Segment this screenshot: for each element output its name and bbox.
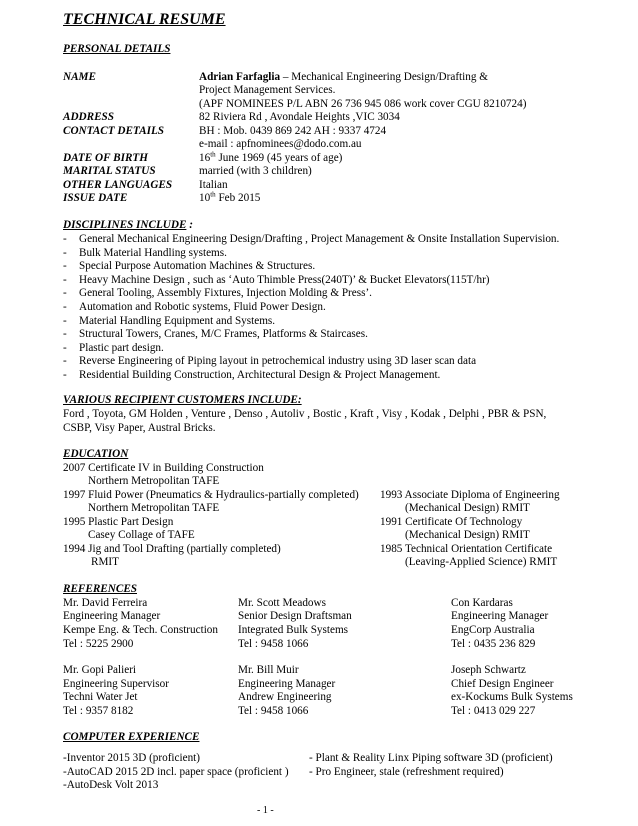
dob-day: 16: [199, 152, 211, 164]
marital-value: married (with 3 children): [199, 165, 312, 177]
reference-company: Integrated Bulk Systems: [238, 624, 348, 636]
issue-sup: th: [210, 190, 216, 199]
references-heading: REFERENCES: [63, 583, 137, 595]
reference-title: Engineering Manager: [451, 610, 549, 622]
contact-label: CONTACT DETAILS: [63, 125, 165, 137]
computer-skill: -AutoDesk Volt 2013: [63, 779, 159, 791]
page-title: TECHNICAL RESUME: [63, 11, 226, 28]
name-line-1-rest: – Mechanical Engineering Design/Drafting &: [280, 71, 488, 83]
dob-label: DATE OF BIRTH: [63, 152, 148, 164]
page-number: - 1 -: [257, 805, 274, 816]
customers-line-2: CSBP, Visy Paper, Austral Bricks.: [63, 422, 216, 434]
list-item: - General Mechanical Engineering Design/Drafting , Project Management & Onsite Installation Supervision.: [63, 233, 560, 245]
disciplines-heading: DISCIPLINES INCLUDE: [63, 219, 187, 231]
reference-title: Chief Design Engineer: [451, 678, 554, 690]
computer-skill: - Pro Engineer, stale (refreshment required): [309, 766, 504, 778]
education-item-institution: (Leaving-Applied Science) RMIT: [405, 556, 558, 568]
education-item: 1991 Certificate Of Technology: [380, 516, 523, 528]
personal-details-heading: PERSONAL DETAILS: [63, 43, 171, 55]
disciplines-heading-line: [63, 219, 193, 232]
computer-skill: - Plant & Reality Linx Piping software 3D (proficient): [309, 752, 553, 764]
list-item: - Heavy Machine Design , such as ‘Auto Thimble Press(240T)’ & Bucket Elevators(115T/hr): [63, 273, 490, 286]
name-label: NAME: [63, 71, 96, 83]
reference-name: Mr. Gopi Palieri: [63, 664, 137, 676]
dob-value: [199, 152, 342, 165]
issue-rest: Feb 2015: [215, 192, 261, 204]
reference-phone: Tel : 5225 2900: [63, 638, 134, 650]
education-item-institution: (Mechanical Design) RMIT: [405, 529, 530, 541]
reference-phone: Tel : 0413 029 227: [451, 705, 536, 717]
list-item: - Plastic part design.: [63, 341, 164, 354]
reference-name: Mr. Bill Muir: [238, 664, 299, 676]
education-item-institution: Northern Metropolitan TAFE: [88, 502, 220, 514]
list-item: - Material Handling Equipment and Systems.: [63, 314, 276, 327]
marital-label: MARITAL STATUS: [63, 165, 156, 177]
computer-skill: -Inventor 2015 3D (proficient): [63, 752, 201, 764]
contact-email: e-mail : apfnominees@dodo.com.au: [199, 138, 362, 150]
issue-day: 10: [199, 192, 211, 204]
reference-company: Kempe Eng. & Tech. Construction: [63, 624, 218, 636]
education-item: 1997 Fluid Power (Pneumatics & Hydraulics-partially completed): [63, 489, 359, 501]
education-item: 1994 Jig and Tool Drafting (partially completed): [63, 543, 281, 555]
computer-skill: -AutoCAD 2015 2D incl. paper space (proficient ): [63, 766, 289, 778]
reference-company: EngCorp Australia: [451, 624, 535, 636]
list-item: - Special Purpose Automation Machines & Structures.: [63, 260, 316, 273]
reference-name: Joseph Schwartz: [451, 664, 526, 676]
reference-title: Engineering Manager: [63, 610, 161, 622]
education-item: 1993 Associate Diploma of Engineering: [380, 489, 560, 501]
reference-name: Mr. David Ferreira: [63, 597, 148, 609]
contact-phones: BH : Mob. 0439 869 242 AH : 9337 4724: [199, 125, 387, 137]
list-item: - Reverse Engineering of Piping layout in petrochemical industry using 3D laser scan data: [63, 355, 477, 368]
customers-line-1: Ford , Toyota, GM Holden , Venture , Denso , Autoliv , Bostic , Kraft , Visy , Kodak , Delphi , PBR & PSN,: [63, 408, 547, 420]
education-item-institution: (Mechanical Design) RMIT: [405, 502, 530, 514]
reference-phone: Tel : 0435 236 829: [451, 638, 536, 650]
reference-name: Mr. Scott Meadows: [238, 597, 326, 609]
reference-title: Engineering Supervisor: [63, 678, 169, 690]
issue-date-label: ISSUE DATE: [63, 192, 128, 204]
education-item: 1995 Plastic Part Design: [63, 516, 174, 528]
computer-experience-heading: COMPUTER EXPERIENCE: [63, 731, 200, 743]
reference-company: ex-Kockums Bulk Systems: [451, 691, 573, 703]
reference-phone: Tel : 9458 1066: [238, 638, 309, 650]
reference-company: Techni Water Jet: [63, 691, 138, 703]
name-line-2: Project Management Services.: [199, 84, 336, 96]
disciplines-list: [63, 233, 623, 383]
list-item: - Automation and Robotic systems, Fluid Power Design.: [63, 300, 326, 313]
list-item: - Bulk Material Handling systems.: [63, 246, 227, 259]
address-value: 82 Riviera Rd , Avondale Heights ,VIC 3034: [199, 111, 400, 123]
education-item: 2007 Certificate IV in Building Construction: [63, 462, 264, 474]
reference-title: Engineering Manager: [238, 678, 336, 690]
customers-heading: VARIOUS RECIPIENT CUSTOMERS INCLUDE:: [63, 394, 302, 406]
education-item: 1985 Technical Orientation Certificate: [380, 543, 553, 555]
education-item-institution: Casey Collage of TAFE: [88, 529, 195, 541]
name-line-1: [199, 71, 488, 84]
disciplines-heading-suffix: :: [186, 219, 193, 231]
dob-rest: June 1969 (45 years of age): [215, 152, 343, 164]
dob-sup: th: [210, 150, 216, 159]
reference-phone: Tel : 9357 8182: [63, 705, 134, 717]
address-label: ADDRESS: [63, 111, 114, 123]
name-value: Adrian Farfaglia: [199, 71, 281, 83]
name-line-3: (APF NOMINEES P/L ABN 26 736 945 086 work cover CGU 8210724): [199, 98, 527, 110]
reference-company: Andrew Engineering: [238, 691, 332, 703]
reference-title: Senior Design Draftsman: [238, 610, 352, 622]
education-item-institution: RMIT: [91, 556, 119, 568]
reference-phone: Tel : 9458 1066: [238, 705, 309, 717]
issue-date-value: [199, 192, 260, 205]
languages-value: Italian: [199, 179, 228, 191]
languages-label: OTHER LANGUAGES: [63, 179, 173, 191]
list-item: - Residential Building Construction, Architectural Design & Project Management.: [63, 368, 441, 381]
list-item: - Structural Towers, Cranes, M/C Frames, Platforms & Staircases.: [63, 328, 368, 341]
reference-name: Con Kardaras: [451, 597, 513, 609]
education-item-institution: Northern Metropolitan TAFE: [88, 475, 220, 487]
list-item: - General Tooling, Assembly Fixtures, Injection Molding & Press’.: [63, 287, 372, 300]
education-heading: EDUCATION: [63, 448, 129, 460]
